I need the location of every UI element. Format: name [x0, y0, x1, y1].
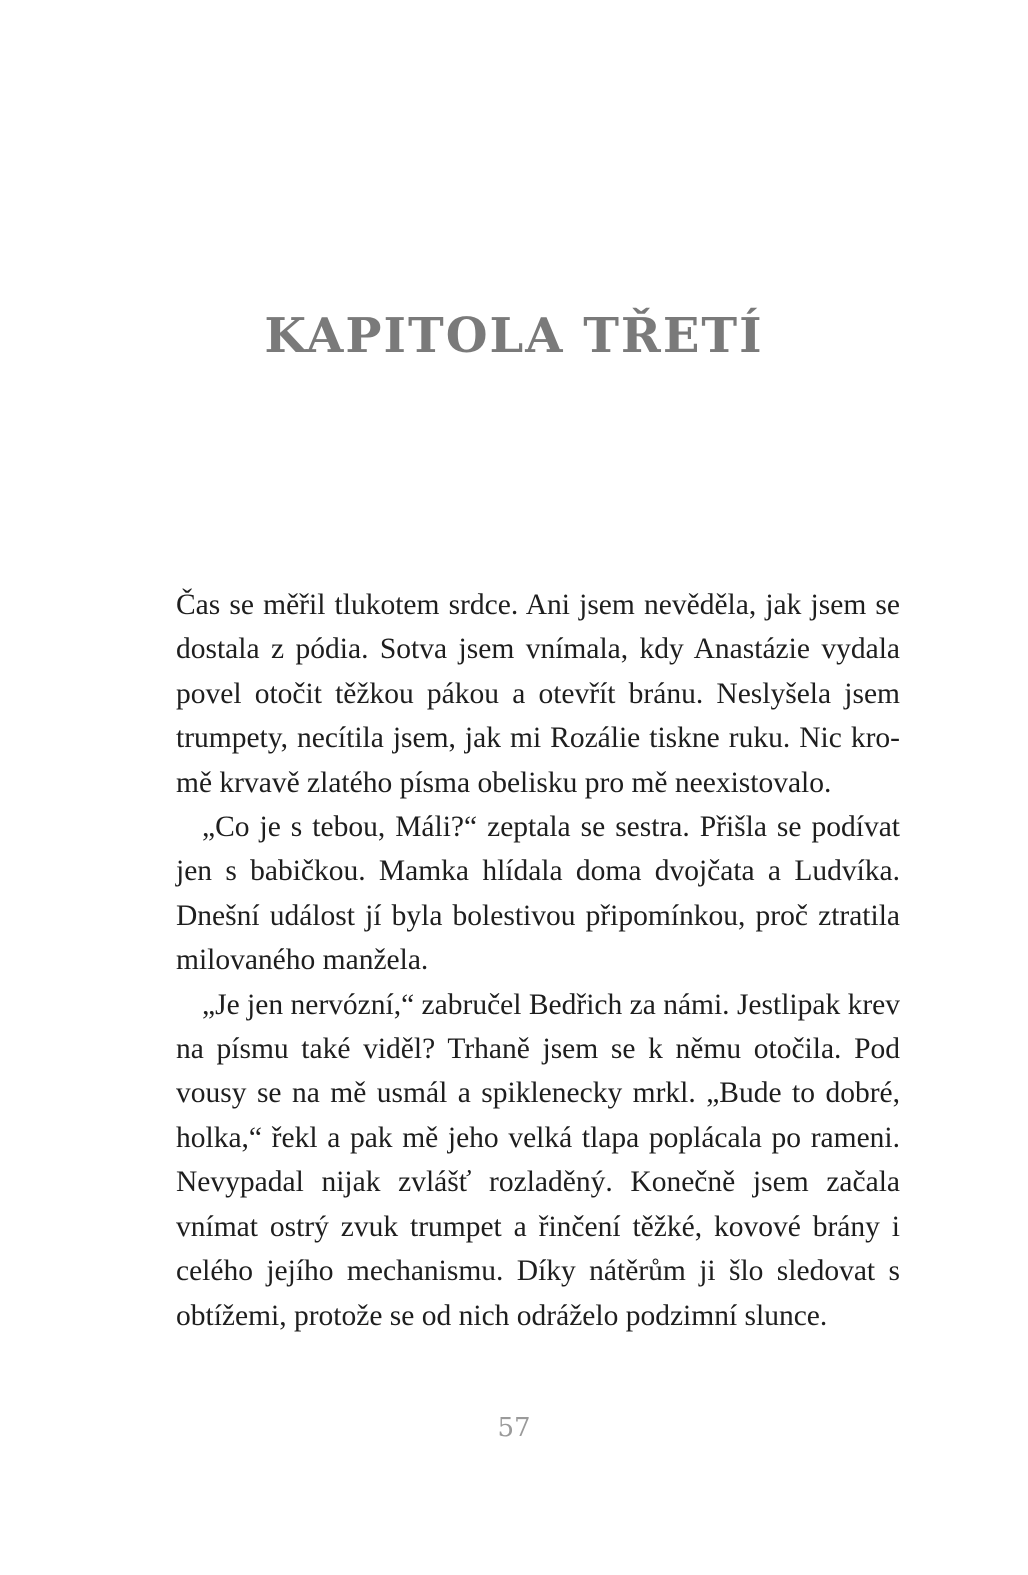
- page-number: 57: [497, 1413, 531, 1443]
- paragraph-3: „Je jen nervózní,“ zabručel Bedřich za námi. Jestlipak krev na písmu také viděl? Trhaně jsem se k němu otočila. Pod vousy se na mě usmál a spiklenecky mrkl. „Bude to dobré, holka,“ řekl a pak mě jeho velká tlapa poplácala po rameni. Nevypadal nijak zvlášť rozladěný. Konečně jsem začala vnímat ostrý zvuk trumpet a řinčení těžké, kovové brány i celého jejího mechanismu. Díky nátěrům ji šlo sledovat s obtížemi, protože se od nich odráželo podzimní slunce.: [176, 988, 900, 1332]
- chapter-title: KAPITOLA TŘETÍ: [264, 308, 764, 364]
- paragraph-1: Čas se měřil tlukotem srdce. Ani jsem nevěděla, jak jsem se dostala z pódia. Sotva jsem vnímala, kdy Anastázie vydala povel otočit těžkou pákou a otevřít bránu. Neslyšela jsem trumpety, necítila jsem, jak mi Rozálie tiskne ruku. Nic kromě krvavě zlatého písma obelisku pro mě neexistovalo.: [176, 589, 900, 799]
- chapter-body: [176, 583, 900, 1338]
- paragraph-2: „Co je s tebou, Máli?“ zeptala se sestra. Přišla se podívat jen s babičkou. Mamka hlídala doma dvojčata a Ludvíka. Dnešní událost jí byla bolestivou připomínkou, proč ztratila milovaného manžela.: [176, 811, 900, 977]
